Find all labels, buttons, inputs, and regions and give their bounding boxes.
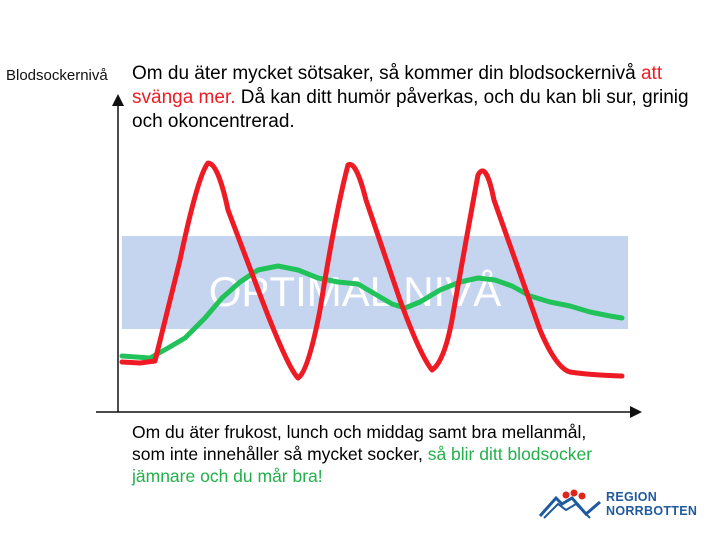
y-axis-label: Blodsockernivå: [6, 67, 108, 84]
bottom-text-part1: Om du äter frukost, lunch och middag samt bra mellanmål, som inte innehåller så mycket socker,: [132, 422, 587, 464]
logo-line2: NORRBOTTEN: [606, 504, 698, 518]
top-text-part1: Om du äter mycket sötsaker, så kommer din blodsockernivå: [132, 63, 636, 84]
region-norrbotten-logo: [538, 488, 698, 520]
top-text-red-phrase: att svänga mer.: [132, 63, 663, 108]
bottom-paragraph: [132, 421, 602, 487]
top-text-part3: Då kan ditt humör påverkas, och du kan bli sur, grinig och okoncentrerad.: [132, 87, 689, 132]
optimal-level-label: OPTIMAL NIVÅ: [208, 268, 502, 315]
logo-line1: REGION: [606, 490, 658, 504]
logo-text: [606, 490, 697, 518]
bottom-text-green-phrase: så blir ditt blodsocker jämnare och du mår bra!: [132, 444, 593, 486]
logo-mark-icon: [538, 488, 604, 520]
